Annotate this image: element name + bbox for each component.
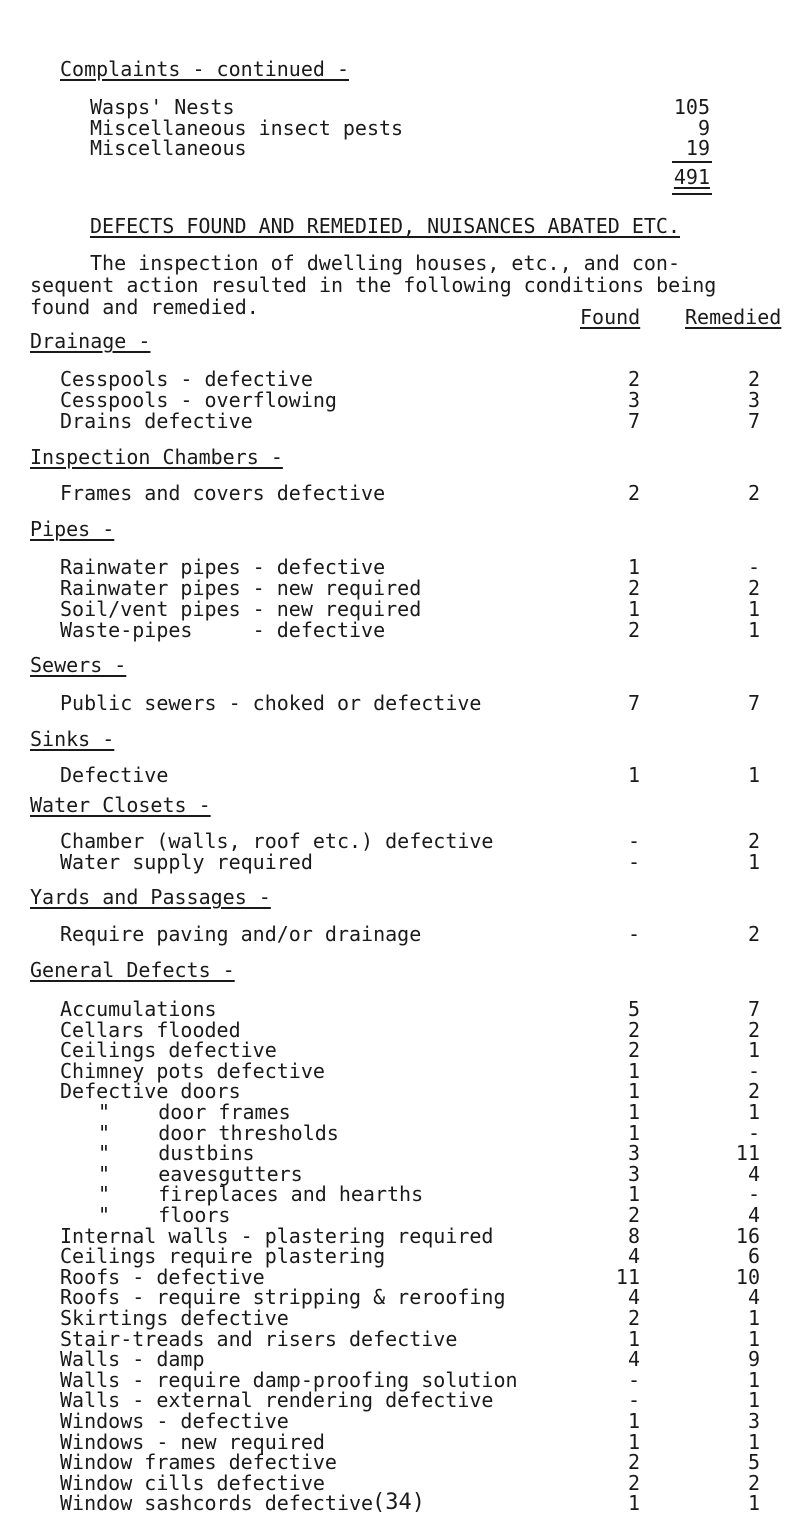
row-label: Chimney pots defective [60,1059,325,1083]
total-double-rule [672,193,712,195]
group-heading: General Defects - [30,958,235,982]
section-title: DEFECTS FOUND AND REMEDIED, NUISANCES ABATED ETC. [90,214,681,238]
row-label: Chamber (walls, roof etc.) defective [60,829,494,853]
found-value: 1 [627,1409,640,1433]
found-value: - [627,850,640,874]
found-value: - [627,1388,640,1412]
complaint-value: 9 [697,116,710,140]
found-value: 1 [627,763,640,787]
intro-line: The inspection of dwelling houses, etc., and con- [90,251,681,275]
row-label: Frames and covers defective [60,481,386,505]
remedied-value: 2 [747,481,760,505]
row-label: Water supply required [60,850,313,874]
found-value: 8 [627,1224,640,1248]
remedied-value: 1 [747,1491,760,1515]
found-value: - [627,1368,640,1392]
remedied-value: - [747,1121,760,1145]
remedied-value: 11 [735,1141,760,1165]
remedied-value: 1 [747,1100,760,1124]
found-value: 2 [627,481,640,505]
remedied-value: 3 [747,1409,760,1433]
row-label: Defective doors [60,1079,241,1103]
found-value: 3 [627,1141,640,1165]
remedied-value: 2 [747,1471,760,1495]
found-value: 2 [627,1018,640,1042]
found-value: 3 [627,388,640,412]
found-value: - [627,829,640,853]
remedied-value: 1 [747,850,760,874]
remedied-value: 1 [747,763,760,787]
remedied-value: 1 [747,1388,760,1412]
remedied-value: 1 [747,597,760,621]
remedied-value: 2 [747,829,760,853]
row-label: Roofs - defective [60,1265,265,1289]
found-value: 7 [627,691,640,715]
column-header-found: Found [580,305,641,329]
row-label: Window sashcords defective [60,1491,374,1515]
row-label: " door thresholds [98,1121,339,1145]
row-label: Internal walls - plastering required [60,1224,494,1248]
found-value: 2 [627,1450,640,1474]
remedied-value: 1 [747,1430,760,1454]
row-label: Walls - damp [60,1347,205,1371]
page-title: Complaints - continued - [60,57,349,81]
remedied-value: 1 [747,1327,760,1351]
row-label: " door frames [98,1100,291,1124]
complaints-total: 491 [673,165,710,189]
remedied-value: 1 [747,1038,760,1062]
remedied-value: 4 [747,1285,760,1309]
row-label: Cellars flooded [60,1018,241,1042]
complaint-value: 105 [673,95,710,119]
row-label: " eavesgutters [98,1162,303,1186]
remedied-value: 2 [747,922,760,946]
remedied-value: 2 [747,1079,760,1103]
row-label: Waste-pipes - defective [60,618,386,642]
row-label: " floors [98,1203,231,1227]
found-value: 2 [627,618,640,642]
remedied-value: 1 [747,1368,760,1392]
complaint-value: 19 [685,136,710,160]
group-heading: Inspection Chambers - [30,445,283,469]
remedied-value: 1 [747,618,760,642]
row-label: Cesspools - overflowing [60,388,337,412]
column-header-remedied: Remedied [685,305,782,329]
row-label: Defective [60,763,169,787]
group-heading: Pipes - [30,517,115,541]
remedied-value: 7 [747,691,760,715]
remedied-value: 3 [747,388,760,412]
remedied-value: - [747,555,760,579]
found-value: 1 [627,597,640,621]
intro-line: found and remedied. [30,295,259,319]
remedied-value: 2 [747,1018,760,1042]
found-value: 1 [627,1059,640,1083]
remedied-value: 9 [747,1347,760,1371]
row-label: Windows - defective [60,1409,289,1433]
row-label: Require paving and/or drainage [60,922,422,946]
found-value: 1 [627,555,640,579]
subtotal-rule [672,161,712,163]
found-value: 1 [627,1079,640,1103]
intro-line: sequent action resulted in the following conditions being [30,273,717,297]
row-label: Window cills defective [60,1471,325,1495]
complaint-label: Miscellaneous insect pests [90,116,404,140]
remedied-value: 1 [747,1306,760,1330]
row-label: Walls - require damp-proofing solution [60,1368,518,1392]
found-value: 11 [615,1265,640,1289]
remedied-value: 5 [747,1450,760,1474]
remedied-value: 16 [735,1224,760,1248]
row-label: Ceilings defective [60,1038,277,1062]
found-value: - [627,922,640,946]
found-value: 5 [627,997,640,1021]
group-heading: Sinks - [30,727,115,751]
row-label: Ceilings require plastering [60,1244,386,1268]
row-label: Skirtings defective [60,1306,289,1330]
row-label: Stair-treads and risers defective [60,1327,458,1351]
row-label: Roofs - require stripping & reroofing [60,1285,506,1309]
row-label: Public sewers - choked or defective [60,691,482,715]
remedied-value: 2 [747,576,760,600]
found-value: 3 [627,1162,640,1186]
found-value: 2 [627,1038,640,1062]
found-value: 1 [627,1430,640,1454]
found-value: 1 [627,1327,640,1351]
row-label: Drains defective [60,409,253,433]
found-value: 2 [627,1306,640,1330]
row-label: Rainwater pipes - defective [60,555,386,579]
remedied-value: 6 [747,1244,760,1268]
group-heading: Sewers - [30,653,127,677]
found-value: 1 [627,1491,640,1515]
row-label: Window frames defective [60,1450,337,1474]
remedied-value: 10 [735,1265,760,1289]
found-value: 2 [627,1471,640,1495]
remedied-value: 2 [747,367,760,391]
row-label: Cesspools - defective [60,367,313,391]
complaint-label: Miscellaneous [90,136,247,160]
found-value: 2 [627,576,640,600]
remedied-value: 4 [747,1162,760,1186]
found-value: 2 [627,367,640,391]
row-label: Windows - new required [60,1430,325,1454]
row-label: " fireplaces and hearths [98,1182,424,1206]
group-heading: Water Closets - [30,793,211,817]
remedied-value: 7 [747,997,760,1021]
found-value: 2 [627,1203,640,1227]
found-value: 4 [627,1347,640,1371]
found-value: 4 [627,1244,640,1268]
row-label: Soil/vent pipes - new required [60,597,422,621]
row-label: Accumulations [60,997,217,1021]
found-value: 1 [627,1182,640,1206]
row-label: " dustbins [98,1141,255,1165]
row-label: Walls - external rendering defective [60,1388,494,1412]
remedied-value: - [747,1182,760,1206]
found-value: 4 [627,1285,640,1309]
remedied-value: - [747,1059,760,1083]
group-heading: Drainage - [30,329,151,353]
remedied-value: 4 [747,1203,760,1227]
group-heading: Yards and Passages - [30,885,271,909]
found-value: 1 [627,1121,640,1145]
row-label: Rainwater pipes - new required [60,576,422,600]
found-value: 7 [627,409,640,433]
found-value: 1 [627,1100,640,1124]
remedied-value: 7 [747,409,760,433]
page-number: (34) [372,1490,425,1515]
complaint-label: Wasps' Nests [90,95,235,119]
